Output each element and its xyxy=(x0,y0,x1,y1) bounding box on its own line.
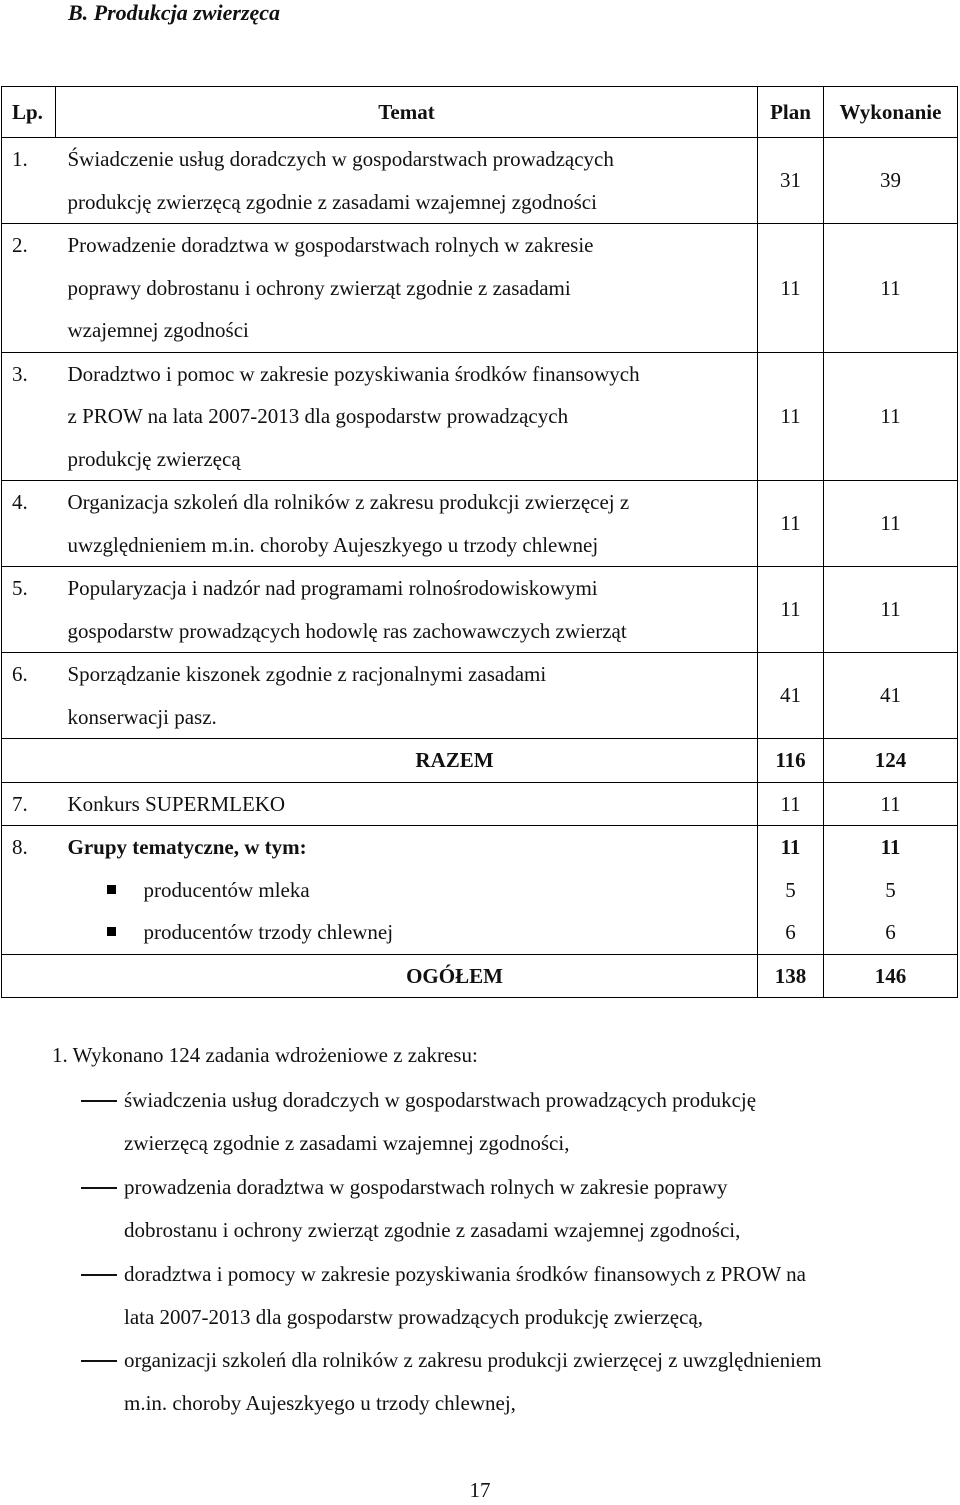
topic-line: poprawy dobrostanu i ochrony zwierząt zgodnie z zasadami xyxy=(67,275,571,300)
row-plan: 31 xyxy=(758,138,824,224)
dash-icon xyxy=(81,1360,117,1362)
row-plan xyxy=(758,826,824,955)
sub-done: 5 xyxy=(885,877,896,902)
group-plan: 11 xyxy=(780,835,801,859)
row-plan: 11 xyxy=(758,782,824,826)
row-plan: 41 xyxy=(758,653,824,739)
row-topic xyxy=(56,481,758,567)
list-intro: 1. Wykonano 124 zadania wdrożeniowe z zakresu: xyxy=(52,1043,478,1067)
row-plan: 11 xyxy=(758,224,824,353)
topic-line: Doradztwo i pomoc w zakresie pozyskiwania środków finansowych xyxy=(67,361,640,386)
row-topic: Konkurs SUPERMLEKO xyxy=(56,782,758,826)
ogolem-done: 146 xyxy=(824,954,958,998)
table-row xyxy=(2,567,958,653)
row-done: 11 xyxy=(824,782,958,826)
row-done: 11 xyxy=(824,567,958,653)
header-plan: Plan xyxy=(758,87,824,138)
row-done xyxy=(824,826,958,955)
row-topic xyxy=(56,653,758,739)
table-row xyxy=(2,224,958,353)
bullet-square-icon xyxy=(107,885,116,894)
row-topic xyxy=(56,567,758,653)
dash-icon xyxy=(81,1100,117,1102)
row-topic xyxy=(56,352,758,481)
list-item xyxy=(81,1253,945,1339)
page-number: 17 xyxy=(469,1478,491,1502)
row-lp: 6. xyxy=(2,653,56,739)
table-row xyxy=(2,653,958,739)
header-done: Wykonanie xyxy=(824,87,958,138)
row-done: 11 xyxy=(824,352,958,481)
topic-line: uwzględnieniem m.in. choroby Aujeszkyego u trzody chlewnej xyxy=(67,532,599,557)
topic-line: konserwacji pasz. xyxy=(67,704,217,729)
list-item xyxy=(81,1079,945,1165)
topic-line: Popularyzacja i nadzór nad programami rolnośrodowiskowymi xyxy=(67,576,598,600)
row-plan: 11 xyxy=(758,481,824,567)
sub-done: 6 xyxy=(885,920,896,944)
row-done: 41 xyxy=(824,653,958,739)
topic-line: Świadczenie usług doradczych w gospodarstwach prowadzących xyxy=(67,147,614,171)
row-lp: 4. xyxy=(2,481,56,567)
item-line: dobrostanu i ochrony zwierząt zgodnie z zasadami wzajemnej zgodności, xyxy=(124,1218,741,1242)
table-row xyxy=(2,352,958,481)
bullet-label: producentów trzody chlewnej xyxy=(143,920,394,944)
row-lp: 3. xyxy=(2,352,56,481)
topic-line: produkcję zwierzęcą xyxy=(67,446,241,471)
header-lp: Lp. xyxy=(2,87,56,138)
razem-row xyxy=(2,739,958,783)
bullet-item xyxy=(68,911,758,954)
item-line: doradztwa i pomocy w zakresie pozyskiwania środków finansowych z PROW na xyxy=(124,1262,806,1286)
row-topic xyxy=(56,826,758,955)
bullet-item xyxy=(68,869,758,912)
razem-done: 124 xyxy=(824,739,958,783)
list-item xyxy=(81,1339,945,1425)
topic-line: produkcję zwierzęcą zgodnie z zasadami wzajemnej zgodności xyxy=(67,189,597,214)
table-header-row xyxy=(2,87,958,138)
table-row xyxy=(2,138,958,224)
row-lp: 5. xyxy=(2,567,56,653)
topic-line: wzajemnej zgodności xyxy=(67,318,249,342)
topic-line: gospodarstw prowadzących hodowlę ras zachowawczych zwierząt xyxy=(67,618,627,643)
row-lp: 8. xyxy=(2,826,56,955)
group-done: 11 xyxy=(880,835,901,859)
sub-plan: 5 xyxy=(785,877,796,902)
row-plan: 11 xyxy=(758,352,824,481)
topic-line: z PROW na lata 2007-2013 dla gospodarstw prowadzących xyxy=(67,404,569,428)
table-row xyxy=(2,782,958,826)
production-table xyxy=(1,86,958,998)
razem-label: RAZEM xyxy=(2,739,758,783)
row-lp: 7. xyxy=(2,782,56,826)
row-done: 11 xyxy=(824,481,958,567)
ogolem-plan: 138 xyxy=(758,954,824,998)
group-title: Grupy tematyczne, w tym: xyxy=(67,835,307,859)
list-item xyxy=(81,1166,945,1252)
table-row xyxy=(2,481,958,567)
item-line: m.in. choroby Aujeszkyego u trzody chlewnej, xyxy=(124,1391,516,1415)
row-lp: 1. xyxy=(2,138,56,224)
row-lp: 2. xyxy=(2,224,56,353)
dash-icon xyxy=(81,1187,117,1189)
razem-plan: 116 xyxy=(758,739,824,783)
item-line: zwierzęcą zgodnie z zasadami wzajemnej zgodności, xyxy=(124,1131,570,1155)
section-title: B. Produkcja zwierzęca xyxy=(68,0,281,25)
bullet-label: producentów mleka xyxy=(143,877,310,902)
topic-line: Organizacja szkoleń dla rolników z zakresu produkcji zwierzęcej z xyxy=(67,490,630,514)
row-done: 39 xyxy=(824,138,958,224)
topic-line: Prowadzenie doradztwa w gospodarstwach rolnych w zakresie xyxy=(67,233,594,257)
item-line: świadczenia usług doradczych w gospodarstwach prowadzących produkcję xyxy=(124,1088,757,1112)
sub-plan: 6 xyxy=(785,920,796,944)
item-line: lata 2007-2013 dla gospodarstw prowadzących produkcję zwierzęcą, xyxy=(124,1305,704,1329)
topic-line: Sporządzanie kiszonek zgodnie z racjonalnymi zasadami xyxy=(67,662,547,686)
item-line: organizacji szkoleń dla rolników z zakresu produkcji zwierzęcej z uwzględnieniem xyxy=(124,1348,822,1372)
row-topic xyxy=(56,138,758,224)
row-done: 11 xyxy=(824,224,958,353)
header-topic: Temat xyxy=(56,87,758,138)
bullet-square-icon xyxy=(107,927,116,936)
ogolem-label: OGÓŁEM xyxy=(2,954,758,998)
row-topic xyxy=(56,224,758,353)
row-plan: 11 xyxy=(758,567,824,653)
item-line: prowadzenia doradztwa w gospodarstwach rolnych w zakresie poprawy xyxy=(124,1175,728,1199)
table-row xyxy=(2,826,958,955)
ogolem-row xyxy=(2,954,958,998)
dash-icon xyxy=(81,1274,117,1276)
